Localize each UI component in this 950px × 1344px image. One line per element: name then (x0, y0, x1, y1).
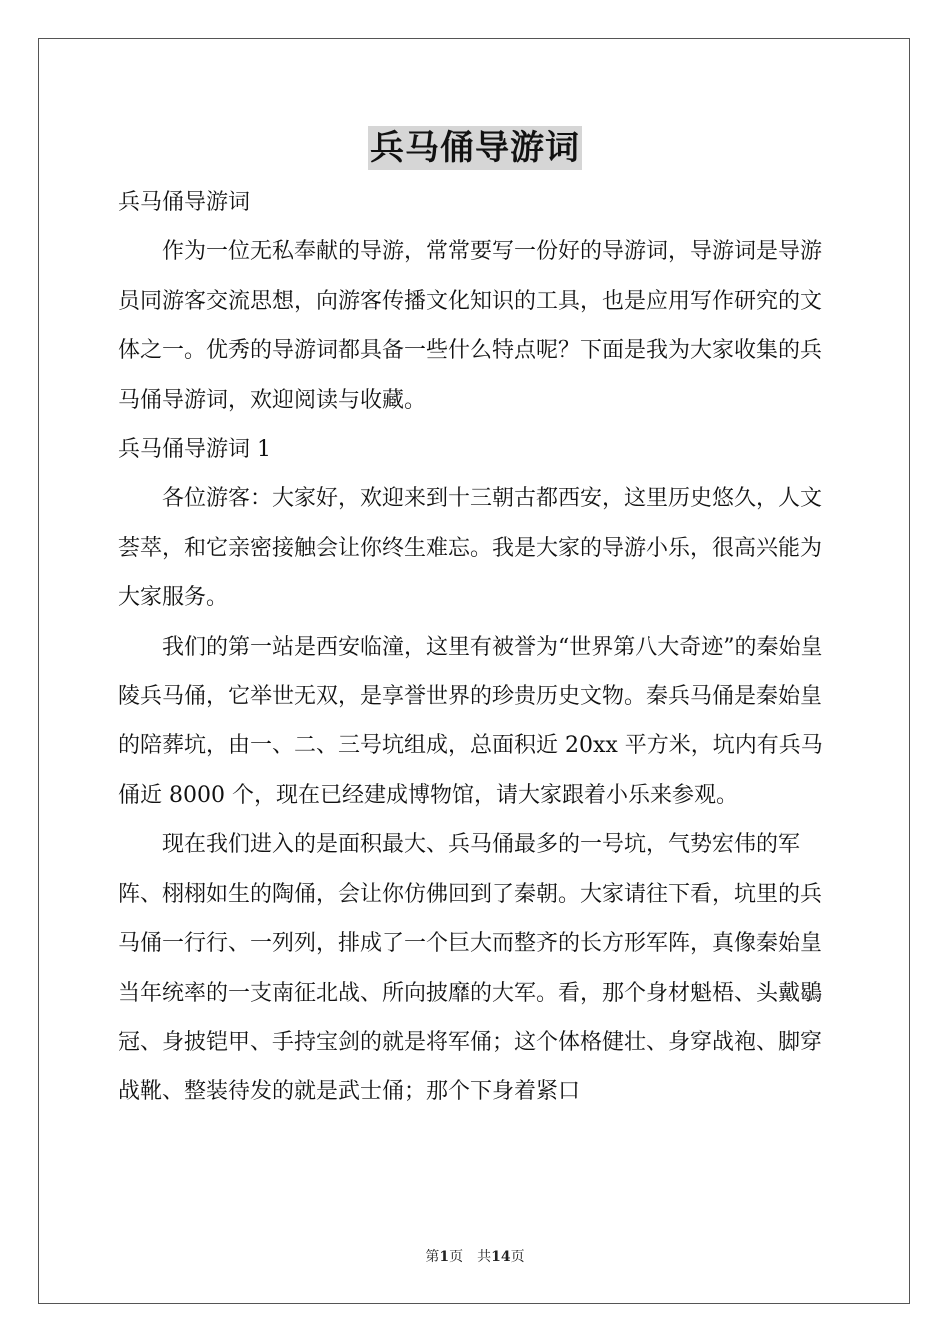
paragraph-intro: 作为一位无私奉献的导游，常常要写一份好的导游词，导游词是导游员同游客交流思想，向游客传播文化知识的工具，也是应用写作研究的文体之一。优秀的导游词都具备一些什么特点呢？下面是我为大家收集的兵马俑导游词，欢迎阅读与收藏。 (118, 239, 823, 413)
footer-suffix: 页 (510, 1249, 525, 1265)
footer-page-number: 1 (439, 1249, 450, 1265)
paragraph-pit-one: 现在我们进入的是面积最大、兵马俑最多的一号坑，气势宏伟的军阵、栩栩如生的陶俑，会让你仿佛回到了秦朝。大家请往下看，坑里的兵马俑一行行、一列列，排成了一个巨大而整齐的长方形军阵，真像秦始皇当年统率的一支南征北战、所向披靡的大军。看，那个身材魁梧、头戴鶡冠、身披铠甲、手持宝剑的就是将军俑；这个体格健壮、身穿战袍、脚穿战靴、整装待发的就是武士俑；那个下身着紧口 (118, 832, 823, 1105)
title-container (0, 126, 950, 170)
footer-mid: 页 共 (449, 1249, 492, 1265)
page-footer (0, 1246, 950, 1266)
document-title: 兵马俑导游词 (370, 128, 580, 168)
footer-total-pages: 14 (491, 1249, 511, 1265)
paragraph-subtitle: 兵马俑导游词 (118, 190, 251, 215)
paragraph-first-stop: 我们的第一站是西安临潼，这里有被誉为“世界第八大奇迹”的秦始皇陵兵马俑，它举世无双，是享誉世界的珍贵历史文物。秦兵马俑是秦始皇的陪葬坑，由一、二、三号坑组成，总面积近 20xx 平方米，坑内有兵马俑近 8000 个，现在已经建成博物馆，请大家跟着小乐来参观。 (118, 634, 823, 808)
footer-prefix: 第 (425, 1249, 440, 1265)
paragraph-section-heading: 兵马俑导游词 1 (118, 437, 271, 463)
document-body (118, 178, 836, 1117)
paragraph-greeting: 各位游客：大家好，欢迎来到十三朝古都西安，这里历史悠久，人文荟萃，和它亲密接触会让你终生难忘。我是大家的导游小乐，很高兴能为大家服务。 (118, 486, 823, 611)
